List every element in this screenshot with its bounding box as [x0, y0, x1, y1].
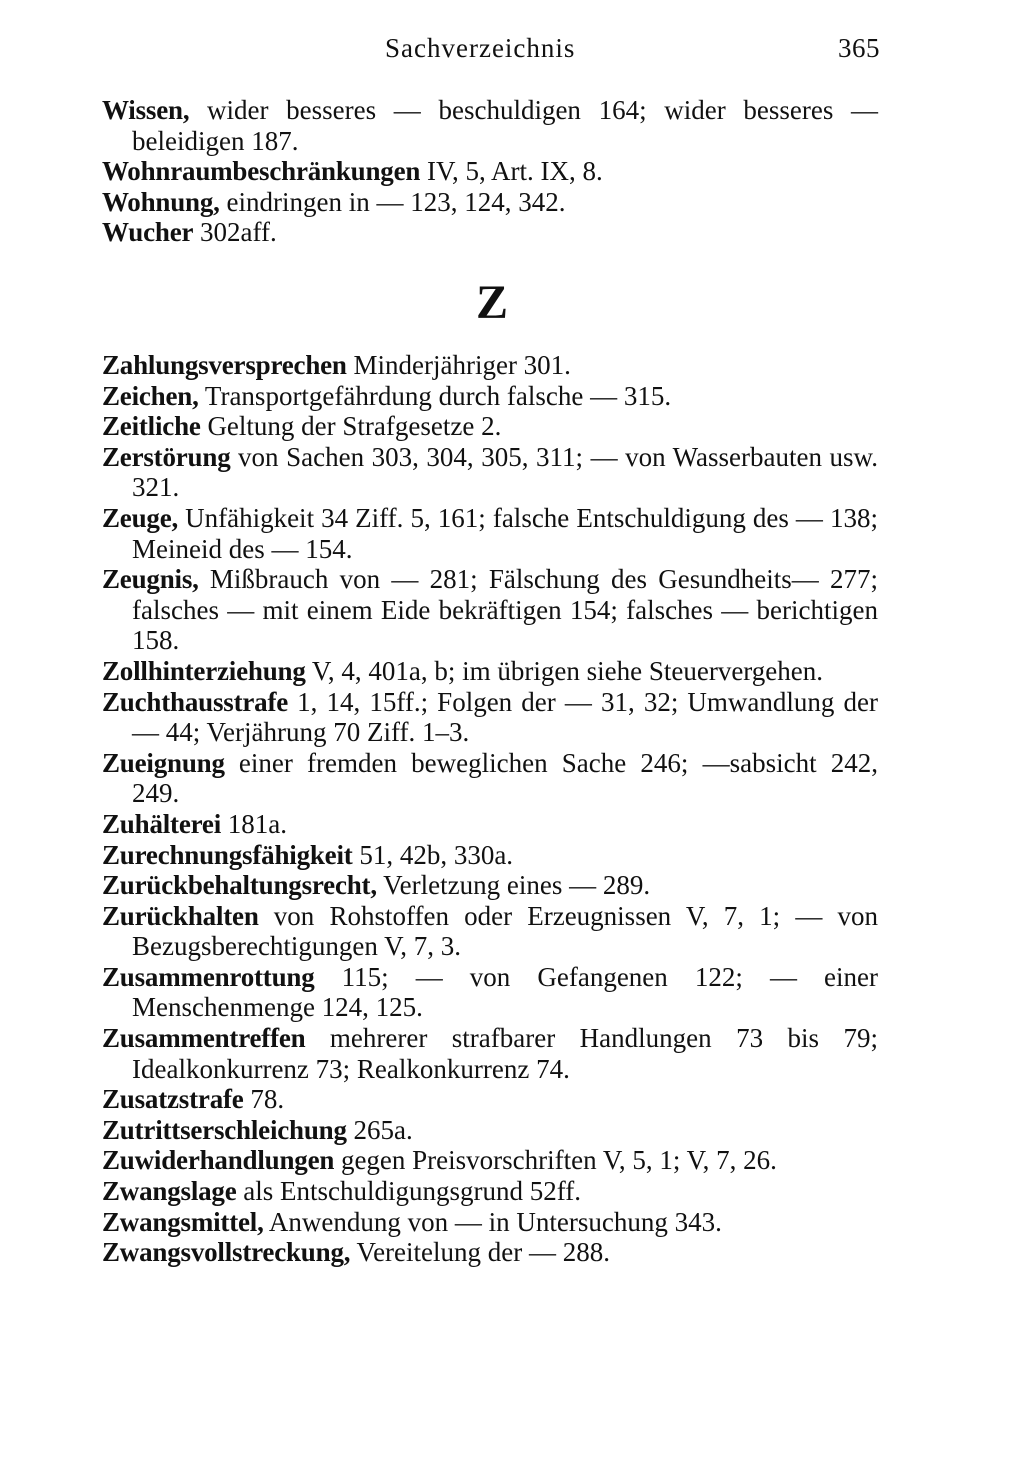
- index-entry: [102, 748, 878, 809]
- index-entry: [102, 1084, 878, 1115]
- entry-keyword: Zurechnungsfähigkeit: [102, 839, 353, 870]
- entry-references: einer fremden beweglichen Sache 246; —sabsicht 242, 249.: [132, 747, 878, 809]
- entry-references: 1, 14, 15ff.; Folgen der — 31, 32; Umwandlung der — 44; Verjährung 70 Ziff. 1–3.: [132, 686, 878, 748]
- index-entry: [102, 1023, 878, 1084]
- entry-keyword: Zeuge,: [102, 502, 179, 533]
- entry-keyword: Zuwiderhandlungen: [102, 1145, 335, 1176]
- entry-references: von Sachen 303, 304, 305, 311; — von Wasserbauten usw. 321.: [132, 441, 878, 503]
- index-entry: [102, 656, 878, 687]
- entry-references: Geltung der Strafgesetze 2.: [200, 411, 502, 442]
- entry-references: Anwendung von — in Untersuchung 343.: [263, 1206, 722, 1237]
- entry-keyword: Zusatzstrafe: [102, 1084, 244, 1115]
- entry-references: wider besseres — beschuldigen 164; wider besseres — beleidigen 187.: [132, 95, 878, 156]
- entry-keyword: Zurückbehaltungsrecht,: [102, 870, 377, 901]
- entry-keyword: Zollhinterziehung: [102, 655, 306, 686]
- entry-references: als Entschuldigungsgrund 52ff.: [236, 1176, 582, 1207]
- entry-keyword: Zwangsmittel,: [102, 1206, 264, 1237]
- entry-references: V, 4, 401a, b; im übrigen siehe Steuervergehen.: [305, 655, 824, 686]
- index-entries-z: [102, 350, 878, 1268]
- entry-keyword: Wissen,: [102, 95, 190, 125]
- entry-references: 51, 42b, 330a.: [352, 839, 514, 870]
- running-title: Sachverzeichnis: [385, 33, 576, 63]
- entry-references: Transportgefährdung durch falsche — 315.: [198, 380, 672, 411]
- running-header: [100, 33, 880, 67]
- entry-keyword: Zahlungsversprechen: [102, 350, 347, 380]
- entry-references: IV, 5, Art. IX, 8.: [420, 156, 603, 187]
- entry-keyword: Zuhälterei: [102, 808, 221, 839]
- entry-keyword: Zerstörung: [102, 441, 231, 472]
- entry-keyword: Zuchthausstrafe: [102, 686, 289, 717]
- entry-keyword: Zeugnis,: [102, 564, 199, 595]
- index-entry: [102, 962, 878, 1023]
- index-entry: [102, 156, 878, 187]
- entry-references: 302aff.: [193, 217, 277, 248]
- entry-keyword: Zwangsvollstreckung,: [102, 1237, 351, 1268]
- entry-keyword: Zusammentreffen: [102, 1023, 306, 1054]
- entry-keyword: Zeitliche: [102, 411, 201, 442]
- entry-keyword: Zwangslage: [102, 1176, 237, 1207]
- index-entry: [102, 809, 878, 840]
- index-entry: [102, 1176, 878, 1207]
- entry-references: 265a.: [346, 1114, 413, 1145]
- entry-keyword: Wohnraumbeschränkungen: [102, 156, 421, 187]
- entry-keyword: Zeichen,: [102, 380, 199, 411]
- index-entry: [102, 1145, 878, 1176]
- entry-references: eindringen in — 123, 124, 342.: [219, 186, 566, 217]
- index-entry: [102, 95, 878, 156]
- page-number: 365: [838, 33, 880, 63]
- entry-references: mehrerer strafbarer Handlungen 73 bis 79; Idealkonkurrenz 73; Realkonkurrenz 74.: [132, 1023, 878, 1084]
- index-entry: [102, 870, 878, 901]
- index-entry: [102, 217, 878, 248]
- index-entry: [102, 687, 878, 748]
- entry-references: gegen Preisvorschriften V, 5, 1; V, 7, 26.: [334, 1145, 777, 1176]
- entry-references: von Rohstoffen oder Erzeugnissen V, 7, 1; — von Bezugsberechtigungen V, 7, 3.: [132, 900, 878, 962]
- entry-references: Verletzung eines — 289.: [376, 870, 651, 901]
- entry-references: 78.: [243, 1084, 285, 1115]
- entry-references: Unfähigkeit 34 Ziff. 5, 161; falsche Entschuldigung des — 138; Meineid des — 154.: [132, 502, 878, 564]
- index-entry: [102, 1115, 878, 1146]
- index-entry: [102, 411, 878, 442]
- index-entry: [102, 1237, 878, 1268]
- entry-keyword: Zusammenrottung: [102, 961, 315, 992]
- index-entry: [102, 1207, 878, 1238]
- entry-keyword: Zurückhalten: [102, 900, 259, 931]
- entry-keyword: Zutrittserschleichung: [102, 1114, 347, 1145]
- index-entry: [102, 442, 878, 503]
- index-entry: [102, 840, 878, 871]
- entry-references: 181a.: [221, 808, 287, 839]
- entry-keyword: Wucher: [102, 217, 194, 248]
- index-entry: [102, 503, 878, 564]
- entry-keyword: Zueignung: [102, 747, 225, 778]
- index-entry: [102, 564, 878, 656]
- index-entry: [102, 901, 878, 962]
- entry-references: Minderjähriger 301.: [346, 350, 571, 380]
- entry-references: Mißbrauch von — 281; Fälschung des Gesundheits— 277; falsches — mit einem Eide bekräftigen 154; falsches — berichtigen 158.: [132, 564, 878, 656]
- index-entry: [102, 350, 878, 381]
- index-entry: [102, 381, 878, 412]
- entry-references: Vereitelung der — 288.: [350, 1237, 610, 1268]
- index-entry: [102, 187, 878, 218]
- entry-keyword: Wohnung,: [102, 186, 220, 217]
- entry-references: 115; — von Gefangenen 122; — einer Menschenmenge 124, 125.: [132, 961, 878, 1023]
- section-letter-heading: Z: [475, 276, 508, 329]
- index-entries-w: [102, 95, 878, 248]
